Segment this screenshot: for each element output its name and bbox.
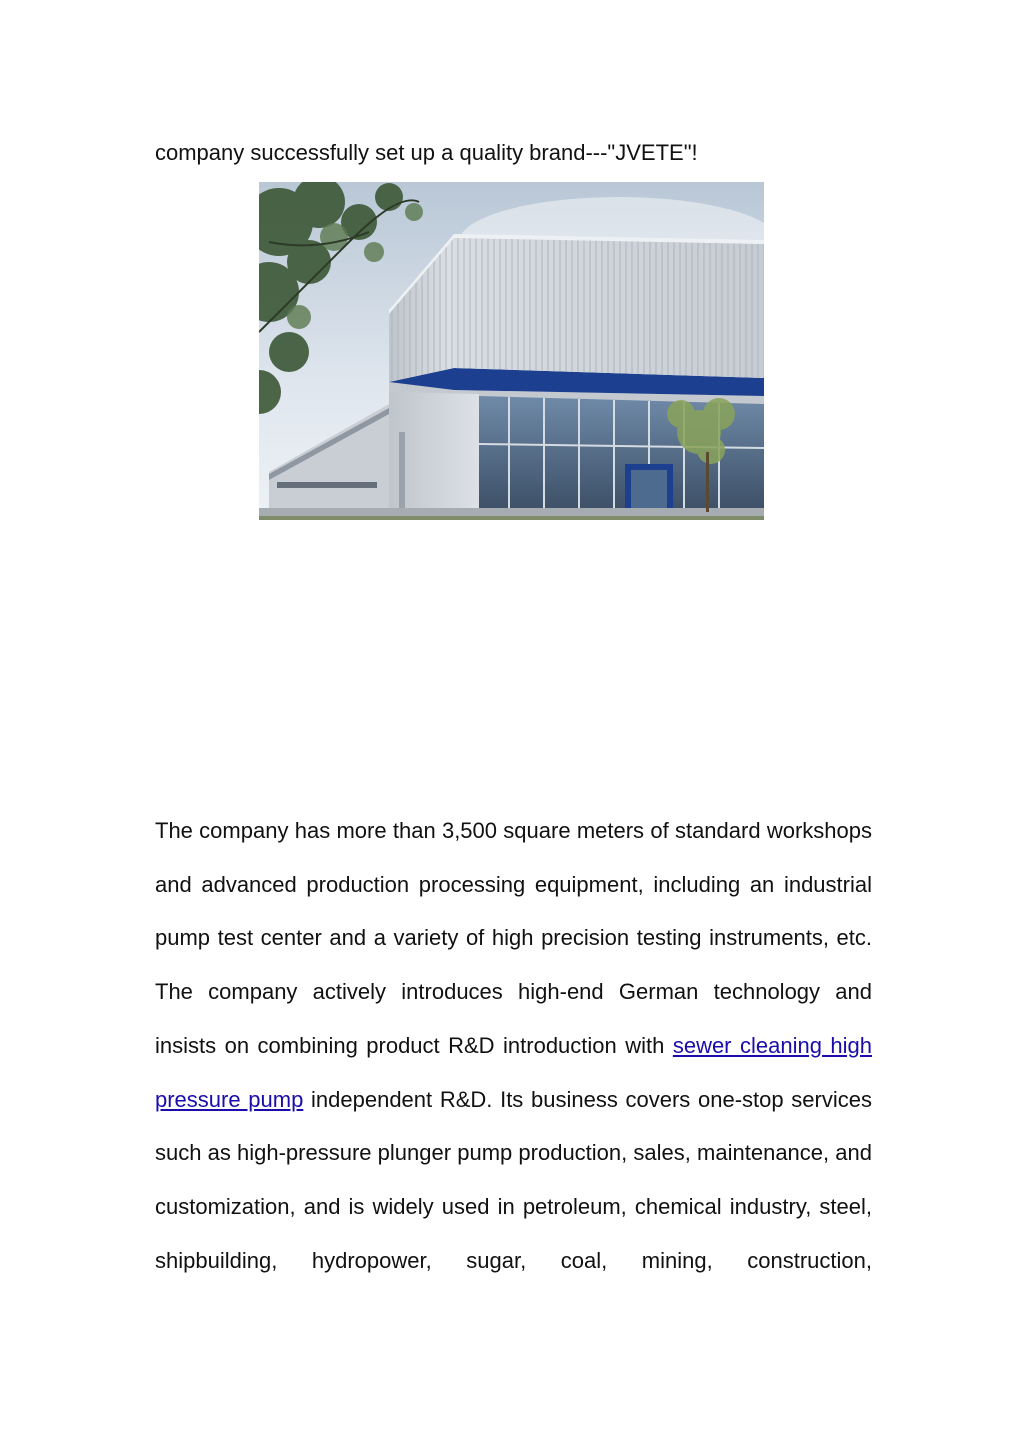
intro-line: company successfully set up a quality brand---"JVETE"!: [155, 140, 698, 165]
paragraph-text-before-link: The company has more than 3,500 square meters of standard workshops and advanced production processing equipment, including an industrial pump test center and a variety of high precision testing instruments, etc. The company actively introduces high-end German technology and insists on combining product R&D introduction with: [155, 818, 872, 1058]
factory-building-photo: [259, 182, 764, 520]
paragraph-text-after-link: independent R&D. Its business covers one-stop services such as high-pressure plunger pump production, sales, maintenance, and customization, and is widely used in petroleum, chemical industry, steel, shipbuilding, hydropower, sugar, coal, mining, construction,: [155, 1086, 872, 1273]
company-description-paragraph: [155, 804, 872, 1287]
sewer-cleaning-pump-link[interactable]: sewer cleaning high pressure pump: [155, 1032, 872, 1112]
